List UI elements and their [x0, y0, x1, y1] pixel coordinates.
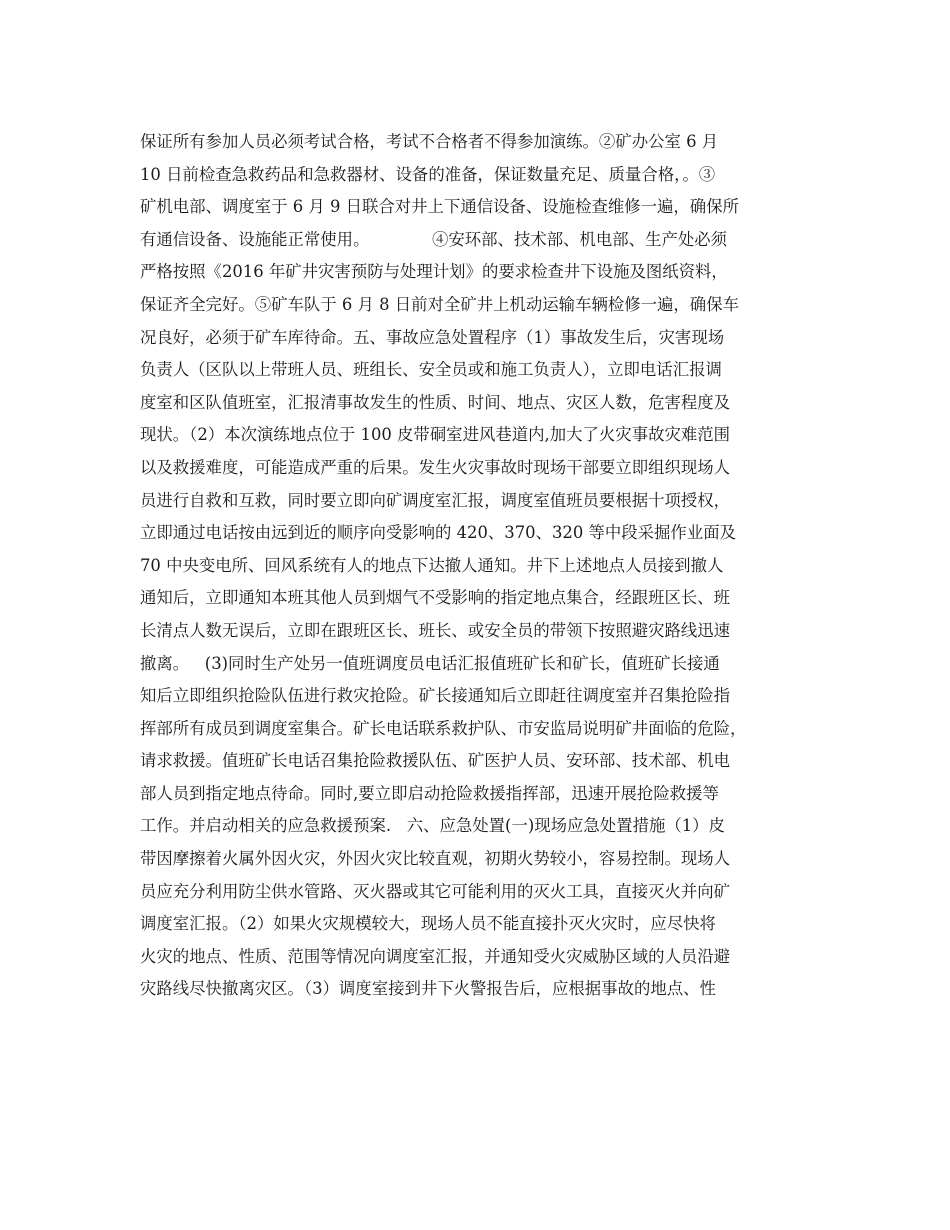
- text-line: 矿机电部、调度室于 6 月 9 日联合对井上下通信设备、设施检查维修一遍，确保所: [140, 197, 739, 217]
- text-line: 火灾的地点、性质、范围等情况向调度室汇报，并通知受火灾威胁区域的人员沿避: [140, 946, 731, 966]
- text-line: 长清点人数无误后，立即在跟班区长、班长、或安全员的带领下按照避灾路线迅速: [140, 620, 731, 640]
- text-line: 保证所有参加人员必须考试合格，考试不合格者不得参加演练。②矿办公室 6 月: [140, 132, 719, 151]
- text-line: 通知后，立即通知本班其他人员到烟气不受影响的指定地点集合，经跟班区长、班: [140, 588, 731, 608]
- text-line: 严格按照《2016 年矿井灾害预防与处理计划》的要求检查井下设施及图纸资料，: [140, 262, 728, 282]
- text-line: 员进行自救和互救，同时要立即向矿调度室汇报，调度室值班员要根据十项授权，: [140, 490, 731, 510]
- text-line: 员应充分利用防尘供水管路、灭火器或其它可能利用的灭火工具，直接灭火并向矿: [140, 881, 731, 901]
- text-line: 带因摩擦着火属外因火灾，外因火灾比较直观，初期火势较小，容易控制。现场人: [140, 849, 731, 869]
- text-line: 灾路线尽快撤离灾区。（3）调度室接到井下火警报告后，应根据事故的地点、性: [140, 979, 716, 999]
- text-line: 以及救援难度，可能造成严重的后果。发生火灾事故时现场干部要立即组织现场人: [140, 457, 731, 477]
- text-line: 负责人（区队以上带班人员、班组长、安全员或和施工负责人），立即电话汇报调: [140, 360, 722, 380]
- text-line: 10 日前检查急救药品和急救器材、设备的准备，保证数量充足、质量合格，。③: [140, 164, 716, 184]
- text-line: 撤离。 (3)同时生产处另一值班调度员电话汇报值班矿长和矿长，值班矿长接通: [140, 653, 720, 673]
- text-line: 立即通过电话按由远到近的顺序向受影响的 420、370、320 等中段采掘作业面及: [140, 523, 736, 543]
- text-line: 况良好，必须于矿车库待命。五、事故应急处置程序（1）事故发生后，灾害现场: [140, 327, 725, 347]
- text-line: 挥部所有成员到调度室集合。矿长电话联系救护队、市安监局说明矿井面临的危险，: [140, 718, 747, 738]
- text-line: 请求救援。值班矿长电话召集抢险救援队伍、矿医护人员、安环部、技术部、机电: [140, 751, 731, 771]
- text-line: 现状。（2）本次演练地点位于 100 皮带硐室进风巷道内,加大了火灾事故灾难范围: [140, 425, 731, 445]
- text-line: 调度室汇报。（2）如果火灾规模较大，现场人员不能直接扑灭火灾时，应尽快将: [140, 914, 716, 934]
- text-line: 70 中央变电所、回风系统有人的地点下达撤人通知。井下上述地点人员接到撤人: [140, 555, 724, 575]
- text-line: 工作。并启动相关的应急救援预案. 六、应急处置(一)现场应急处置措施（1）皮: [140, 816, 725, 836]
- text-line: 有通信设备、设施能正常使用。 ④安环部、技术部、机电部、生产处必须: [140, 229, 728, 249]
- text-line: 部人员到指定地点待命。同时,要立即启动抢险救援指挥部，迅速开展抢险救援等: [140, 783, 719, 803]
- text-line: 知后立即组织抢险队伍进行救灾抢险。矿长接通知后立即赶往调度室并召集抢险指: [140, 686, 731, 706]
- body-text: [140, 126, 820, 1006]
- text-line: 保证齐全完好。⑤矿车队于 6 月 8 日前对全矿井上机动运输车辆检修一遍，确保车: [140, 294, 739, 314]
- text-line: 度室和区队值班室，汇报清事故发生的性质、时间、地点、灾区人数，危害程度及: [140, 392, 731, 412]
